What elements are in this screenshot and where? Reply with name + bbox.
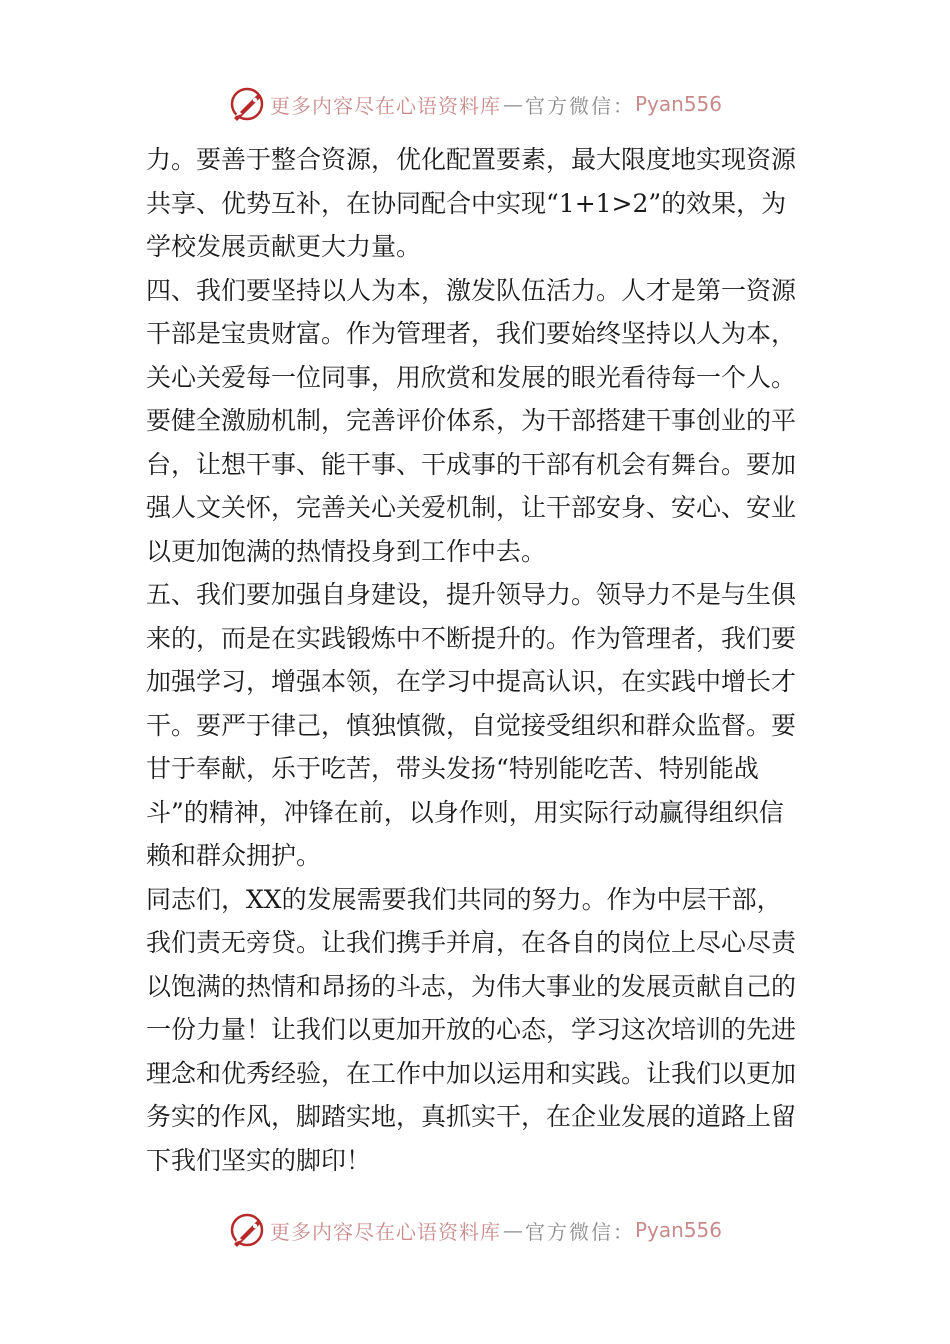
text-line: 台，让想干事、能干事、干成事的干部有机会有舞台。要加 [146,449,797,479]
text-line: 力。要善于整合资源，优化配置要素，最大限度地实现资源 [146,145,797,174]
header-banner [0,82,950,126]
text-line: 理念和优秀经验，在工作中加以运用和实践。让我们以更加 [146,1058,797,1088]
text-line: 一份力量！让我们以更加开放的心态，学习这次培训的先进 [146,1015,797,1044]
text-line: 以更加饱满的热情投身到工作中去。 [146,536,547,566]
text-line: 以饱满的热情和昂扬的斗志，为伟大事业的发展贡献自己的 [146,971,797,1001]
text-line: 斗”的精神，冲锋在前，以身作则，用实际行动赢得组织信 [146,797,784,827]
text-line: 务实的作风，脚踏实地，真抓实干，在企业发展的道路上留 [146,1102,797,1131]
footer-site-text: 更多内容尽在心语资料库 [269,1219,501,1244]
text-line: 强人文关怀，完善关心关爱机制，让干部安身、安心、安业 [146,493,797,522]
header-wechat-id: Pyan556 [634,92,722,116]
text-line: 学校发展贡献更大力量。 [146,232,422,261]
footer-banner [0,1208,950,1252]
text-line: 四、我们要坚持以人为本，激发队伍活力。人才是第一资源 [146,275,797,305]
text-line: 五、我们要加强自身建设，提升领导力。领导力不是与生俱 [146,580,797,609]
text-line: 加强学习，增强本领，在学习中提高认识，在实践中增长才 [146,667,797,696]
document-body [146,138,810,1182]
text-line: 共享、优势互补，在协同配合中实现“1+1>2”的效果，为 [146,188,787,218]
text-line: 赖和群众拥护。 [146,841,322,870]
footer-wechat-id: Pyan556 [634,1218,722,1242]
text-line: 甘于奉献，乐于吃苦，带头发扬“特别能吃苦、特别能战 [146,754,759,783]
header-wechat-label: 官方微信： [524,93,635,118]
text-line: 关心关爱每一位同事，用欣赏和发展的眼光看待每一个人。 [146,362,797,392]
text-line: 我们责无旁贷。让我们携手并肩，在各自的岗位上尽心尽责 [146,928,797,957]
footer-separator: — [502,1218,523,1242]
pen-nib-circle-logo-icon [228,1211,266,1249]
pen-nib-circle-logo-icon [228,85,266,123]
text-line: 下我们坚实的脚印！ [146,1145,372,1175]
footer-wechat-label: 官方微信： [524,1219,635,1244]
header-separator: — [502,92,523,116]
text-line: 干部是宝贵财富。作为管理者，我们要始终坚持以人为本， [146,319,797,348]
header-site-text: 更多内容尽在心语资料库 [269,93,501,118]
text-line: 要健全激励机制，完善评价体系，为干部搭建干事创业的平 [146,406,797,435]
text-line: 同志们，XX的发展需要我们共同的努力。作为中层干部， [146,884,782,914]
text-line: 干。要严于律己，慎独慎微，自觉接受组织和群众监督。要 [146,710,797,740]
text-line: 来的，而是在实践锻炼中不断提升的。作为管理者，我们要 [146,623,797,653]
